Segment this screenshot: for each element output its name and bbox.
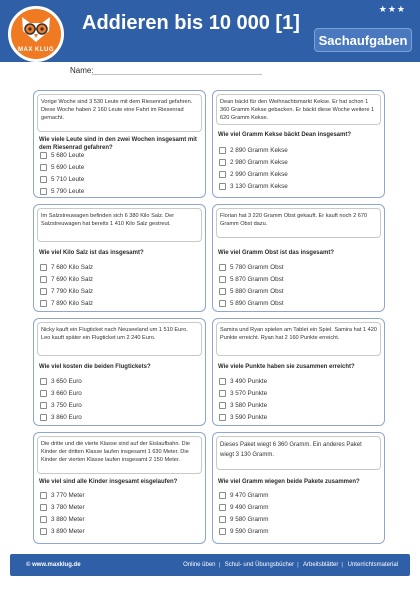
answer-option[interactable]: 2 890 Gramm Kekse <box>219 144 288 156</box>
task-question: Wie viele Punkte haben sie zusammen erreicht? <box>218 364 355 370</box>
checkbox[interactable] <box>40 176 47 183</box>
task-story: Samira und Ryan spielen am Tablet ein Spiel. Samira hat 1 420 Punkte erreicht. Ryan hat 2 160 Punkte erreicht. <box>216 322 381 356</box>
answer-option[interactable]: 9 580 Gramm <box>219 513 269 525</box>
answer-options <box>219 261 284 309</box>
answer-options <box>40 489 85 537</box>
checkbox[interactable] <box>40 516 47 523</box>
checkbox[interactable] <box>219 492 226 499</box>
checkbox[interactable] <box>219 183 226 190</box>
answer-option[interactable]: 7 680 Kilo Salz <box>40 261 93 273</box>
difficulty-stars: ★★★ <box>378 4 406 14</box>
checkbox[interactable] <box>40 164 47 171</box>
task-question: Wie viel Gramm Obst ist das insgesamt? <box>218 250 334 256</box>
category-badge: Sachaufgaben <box>314 28 412 52</box>
checkbox[interactable] <box>219 378 226 385</box>
footer-link[interactable]: Schul- und Übungsbücher <box>224 562 295 568</box>
answer-options <box>40 149 84 197</box>
task-story: Nicky kauft ein Flugticket nach Neuseeland um 1 510 Euro. Leo kauft später ein Flugticket um 2 240 Euro. <box>37 322 202 356</box>
answer-options <box>40 375 82 423</box>
checkbox[interactable] <box>40 152 47 159</box>
checkbox[interactable] <box>40 492 47 499</box>
task-question: Wie viel kosten die beiden Flugtickets? <box>39 364 151 370</box>
answer-options <box>219 489 269 537</box>
answer-option[interactable]: 5 680 Leute <box>40 149 84 161</box>
answer-option[interactable]: 5 790 Leute <box>40 185 84 197</box>
answer-option[interactable]: 5 710 Leute <box>40 173 84 185</box>
answer-options <box>219 144 288 192</box>
task-story: Die dritte und die vierte Klasse sind auf der Eislaufbahn. Die Kinder der dritten Klasse laufen insgesamt 1 630 Meter. Die Kinder der vierten Klasse laufen insgesamt 2 150 Meter. <box>37 436 202 474</box>
answer-option[interactable]: 3 770 Meter <box>40 489 85 501</box>
footer-bar <box>10 554 410 576</box>
checkbox[interactable] <box>219 159 226 166</box>
answer-option[interactable]: 2 980 Gramm Kekse <box>219 156 288 168</box>
task-question: Wie viel Gramm wiegen beide Pakete zusammen? <box>218 479 360 485</box>
task-card-1 <box>33 90 206 198</box>
footer-links: Online üben | Schul- und Übungsbücher | Arbeitsblätter | Unterrichtsmaterial <box>183 562 398 568</box>
checkbox[interactable] <box>219 171 226 178</box>
checkbox[interactable] <box>40 504 47 511</box>
checkbox[interactable] <box>219 516 226 523</box>
header-banner <box>0 0 420 62</box>
checkbox[interactable] <box>40 276 47 283</box>
checkbox[interactable] <box>40 402 47 409</box>
answer-option[interactable]: 3 780 Meter <box>40 501 85 513</box>
task-question: Wie viele Leute sind in den zwei Wochen insgesamt mit dem Riesenrad gefahren? <box>39 137 197 151</box>
checkbox[interactable] <box>40 378 47 385</box>
task-card-6 <box>212 318 385 426</box>
task-card-7 <box>33 432 206 544</box>
task-card-2 <box>212 90 385 198</box>
answer-option[interactable]: 3 580 Punkte <box>219 399 267 411</box>
task-question: Wie viel sind alle Kinder insgesamt eisgelaufen? <box>39 479 178 485</box>
answer-option[interactable]: 3 890 Meter <box>40 525 85 537</box>
answer-option[interactable]: 5 880 Gramm Obst <box>219 285 284 297</box>
checkbox[interactable] <box>40 188 47 195</box>
answer-option[interactable]: 3 750 Euro <box>40 399 82 411</box>
logo-text: MAX KLUG <box>18 47 54 53</box>
checkbox[interactable] <box>219 264 226 271</box>
checkbox[interactable] <box>219 528 226 535</box>
checkbox[interactable] <box>219 414 226 421</box>
checkbox[interactable] <box>219 504 226 511</box>
checkbox[interactable] <box>219 402 226 409</box>
checkbox[interactable] <box>219 288 226 295</box>
task-story: Dieses Paket wiegt 6 360 Gramm. Ein anderes Paket wiegt 3 130 Gramm. <box>216 436 381 470</box>
answer-option[interactable]: 3 570 Punkte <box>219 387 267 399</box>
answer-option[interactable]: 3 130 Gramm Kekse <box>219 180 288 192</box>
name-field[interactable] <box>92 74 262 75</box>
answer-options <box>219 375 267 423</box>
checkbox[interactable] <box>40 288 47 295</box>
checkbox[interactable] <box>40 264 47 271</box>
task-question: Wie viel Kilo Salz ist das insgesamt? <box>39 250 144 256</box>
footer-site-link[interactable]: © www.maxklug.de <box>26 562 81 568</box>
task-card-3 <box>33 204 206 312</box>
task-story: Dean bäckt für den Weihnachtsmarkt Kekse. Er hat schon 1 360 Gramm Kekse gebacken. Er bäckt diese Woche weitere 1 620 Gramm Kekse. <box>216 94 381 125</box>
checkbox[interactable] <box>219 147 226 154</box>
footer-link[interactable]: Arbeitsblätter <box>303 562 339 568</box>
answer-option[interactable]: 3 590 Punkte <box>219 411 267 423</box>
answer-option[interactable]: 2 990 Gramm Kekse <box>219 168 288 180</box>
task-card-5 <box>33 318 206 426</box>
name-label: Name: <box>70 66 94 75</box>
footer-link[interactable]: Online üben <box>183 562 216 568</box>
task-story: Im Salzstreuwagen befinden sich 6 380 Kilo Salz. Der Salzstreuwagen hat bereits 1 410 Kilo Salz gestreut. <box>37 208 202 242</box>
answer-option[interactable]: 3 860 Euro <box>40 411 82 423</box>
answer-option[interactable]: 9 470 Gramm <box>219 489 269 501</box>
answer-option[interactable]: 7 690 Kilo Salz <box>40 273 93 285</box>
answer-option[interactable]: 3 650 Euro <box>40 375 82 387</box>
checkbox[interactable] <box>40 528 47 535</box>
answer-option[interactable]: 3 490 Punkte <box>219 375 267 387</box>
checkbox[interactable] <box>219 276 226 283</box>
task-story: Vorige Woche sind 3 530 Leute mit dem Riesenrad gefahren. Diese Woche haben 2 160 Leute eine Fahrt im Riesenrad gemacht. <box>37 94 202 132</box>
answer-option[interactable]: 9 490 Gramm <box>219 501 269 513</box>
answer-option[interactable]: 3 880 Meter <box>40 513 85 525</box>
checkbox[interactable] <box>40 414 47 421</box>
task-story: Florian hat 3 220 Gramm Obst gekauft. Er kauft noch 2 670 Gramm Obst dazu. <box>216 208 381 238</box>
checkbox[interactable] <box>40 390 47 397</box>
answer-option[interactable]: 7 890 Kilo Salz <box>40 297 93 309</box>
logo <box>8 6 64 62</box>
task-card-4 <box>212 204 385 312</box>
page-title: Addieren bis 10 000 [1] <box>82 12 300 34</box>
answer-option[interactable]: 3 660 Euro <box>40 387 82 399</box>
checkbox[interactable] <box>219 300 226 307</box>
footer-link[interactable]: Unterrichtsmaterial <box>347 562 398 568</box>
checkbox[interactable] <box>40 300 47 307</box>
answer-options <box>40 261 93 309</box>
answer-option[interactable]: 5 890 Gramm Obst <box>219 297 284 309</box>
task-card-8 <box>212 432 385 544</box>
answer-option[interactable]: 9 590 Gramm <box>219 525 269 537</box>
task-question: Wie viel Gramm Kekse bäckt Dean insgesamt? <box>218 132 352 138</box>
owl-icon <box>19 15 53 45</box>
answer-option[interactable]: 5 870 Gramm Obst <box>219 273 284 285</box>
checkbox[interactable] <box>219 390 226 397</box>
answer-option[interactable]: 5 780 Gramm Obst <box>219 261 284 273</box>
answer-option[interactable]: 7 790 Kilo Salz <box>40 285 93 297</box>
answer-option[interactable]: 5 690 Leute <box>40 161 84 173</box>
